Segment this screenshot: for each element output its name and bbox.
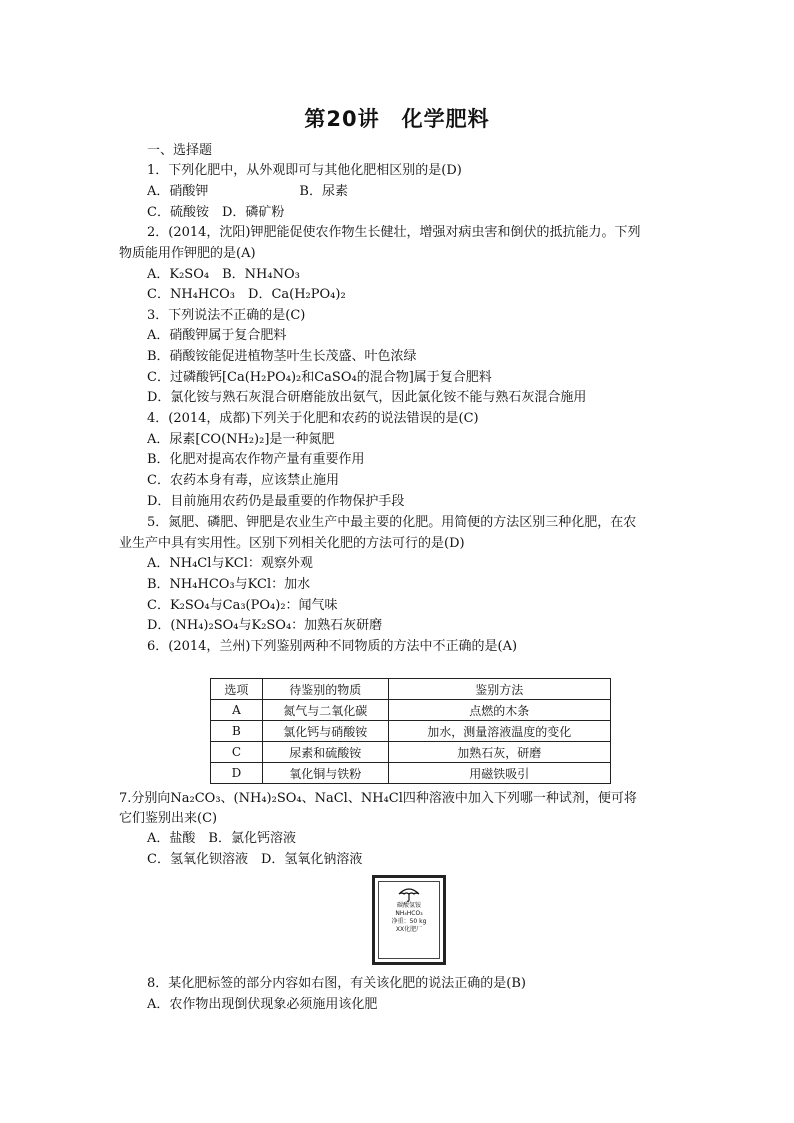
row-substances: 氮气与二氧化碳 — [262, 700, 388, 721]
q4-option-a: A．尿素[CO(NH₂)₂]是一种氮肥 — [147, 432, 335, 447]
header-option: 选项 — [211, 679, 263, 700]
q5-option-c: C．K₂SO₄与Ca₃(PO₄)₂：闻气味 — [147, 598, 338, 613]
row-substances: 尿素和硫酸铵 — [262, 742, 388, 763]
label-product-name: 碳酸氢铵 — [396, 902, 421, 909]
q3-option-d: D．氯化铵与熟石灰混合研磨能放出氨气，因此氯化铵不能与熟石灰混合施用 — [147, 390, 587, 405]
label-manufacturer: XX化肥厂 — [395, 926, 423, 933]
q1-options-ab: A．硝酸钾 B．尿素 — [147, 184, 348, 199]
q5-stem-line2: 业生产中具有实用性。区别下列相关化肥的方法可行的是(D) — [119, 536, 465, 551]
q5-option-d: D．(NH₄)₂SO₄与K₂SO₄：加熟石灰研磨 — [147, 618, 383, 633]
q4-stem: 4．(2014，成都)下列关于化肥和农药的说法错误的是(C) — [147, 411, 479, 426]
row-method: 点燃的木条 — [388, 700, 610, 721]
q2-options-cd: C．NH₄HCO₃ D．Ca(H₂PO₄)₂ — [147, 287, 346, 302]
q3-option-b: B．硝酸铵能促进植物茎叶生长茂盛、叶色浓绿 — [147, 349, 417, 364]
q2-stem-line1: 2．(2014，沈阳)钾肥能促使农作物生长健壮，增强对病虫害和倒伏的抵抗能力。下列 — [147, 225, 641, 240]
row-substances: 氧化铜与铁粉 — [262, 763, 388, 784]
q8-option-a: A．农作物出现倒伏现象必须施用该化肥 — [147, 997, 378, 1012]
fertilizer-label-inner — [378, 881, 440, 959]
q7-stem-line1: 7.分别向Na₂CO₃、(NH₄)₂SO₄、NaCl、NH₄Cl四种溶液中加入下列哪一种试剂，便可将 — [119, 791, 637, 806]
q1-stem: 1．下列化肥中，从外观即可与其他化肥相区别的是(D) — [147, 163, 462, 178]
row-substances: 氯化钙与硝酸铵 — [262, 721, 388, 742]
q3-stem: 3．下列说法不正确的是(C) — [147, 308, 306, 323]
row-option: C — [211, 742, 263, 763]
label-formula: NH₄HCO₃ — [395, 910, 423, 917]
page-title: 第20讲 化学肥料 — [304, 107, 490, 131]
q5-option-b: B．NH₄HCO₃与KCl：加水 — [147, 577, 311, 592]
q2-options-ab: A．K₂SO₄ B．NH₄NO₃ — [147, 267, 300, 282]
fertilizer-label-figure — [372, 875, 446, 965]
q4-option-d: D．目前施用农药仍是最重要的作物保护手段 — [147, 494, 405, 509]
header-substances: 待鉴别的物质 — [262, 679, 388, 700]
q8-stem: 8．某化肥标签的部分内容如右图，有关该化肥的说法正确的是(B) — [147, 976, 526, 991]
q4-option-c: C．农药本身有毒，应该禁止施用 — [147, 473, 339, 488]
q7-stem-line2: 它们鉴别出来(C) — [119, 811, 218, 826]
umbrella-icon — [398, 886, 420, 902]
table-row — [211, 742, 611, 763]
q7-options-cd: C．氢氧化钡溶液 D．氢氧化钠溶液 — [147, 852, 363, 867]
q1-options-cd: C．硫酸铵 D．磷矿粉 — [147, 205, 285, 220]
row-method: 加熟石灰，研磨 — [388, 742, 610, 763]
table-row — [211, 700, 611, 721]
q4-option-b: B．化肥对提高农作物产量有重要作用 — [147, 452, 365, 467]
q3-option-a: A．硝酸钾属于复合肥料 — [147, 328, 287, 343]
row-option: D — [211, 763, 263, 784]
row-option: B — [211, 721, 263, 742]
q6-stem: 6．(2014，兰州)下列鉴别两种不同物质的方法中不正确的是(A) — [147, 639, 518, 654]
section-heading: 一、选择题 — [147, 143, 213, 158]
q3-option-c: C．过磷酸钙[Ca(H₂PO₄)₂和CaSO₄的混合物]属于复合肥料 — [147, 370, 492, 385]
table-row — [211, 721, 611, 742]
header-method: 鉴别方法 — [388, 679, 610, 700]
q2-stem-line2: 物质能用作钾肥的是(A) — [119, 246, 256, 261]
row-method: 加水，测量溶液温度的变化 — [388, 721, 610, 742]
q6-comparison-table — [210, 678, 611, 784]
table-row — [211, 763, 611, 784]
table-header-row — [211, 679, 611, 700]
label-net-weight: 净重：50 kg — [391, 918, 427, 925]
row-option: A — [211, 700, 263, 721]
q5-stem-line1: 5．氮肥、磷肥、钾肥是农业生产中最主要的化肥。用简便的方法区别三种化肥，在农 — [147, 515, 637, 530]
q7-options-ab: A．盐酸 B．氯化钙溶液 — [147, 831, 296, 846]
q5-option-a: A．NH₄Cl与KCl：观察外观 — [147, 556, 313, 571]
row-method: 用磁铁吸引 — [388, 763, 610, 784]
